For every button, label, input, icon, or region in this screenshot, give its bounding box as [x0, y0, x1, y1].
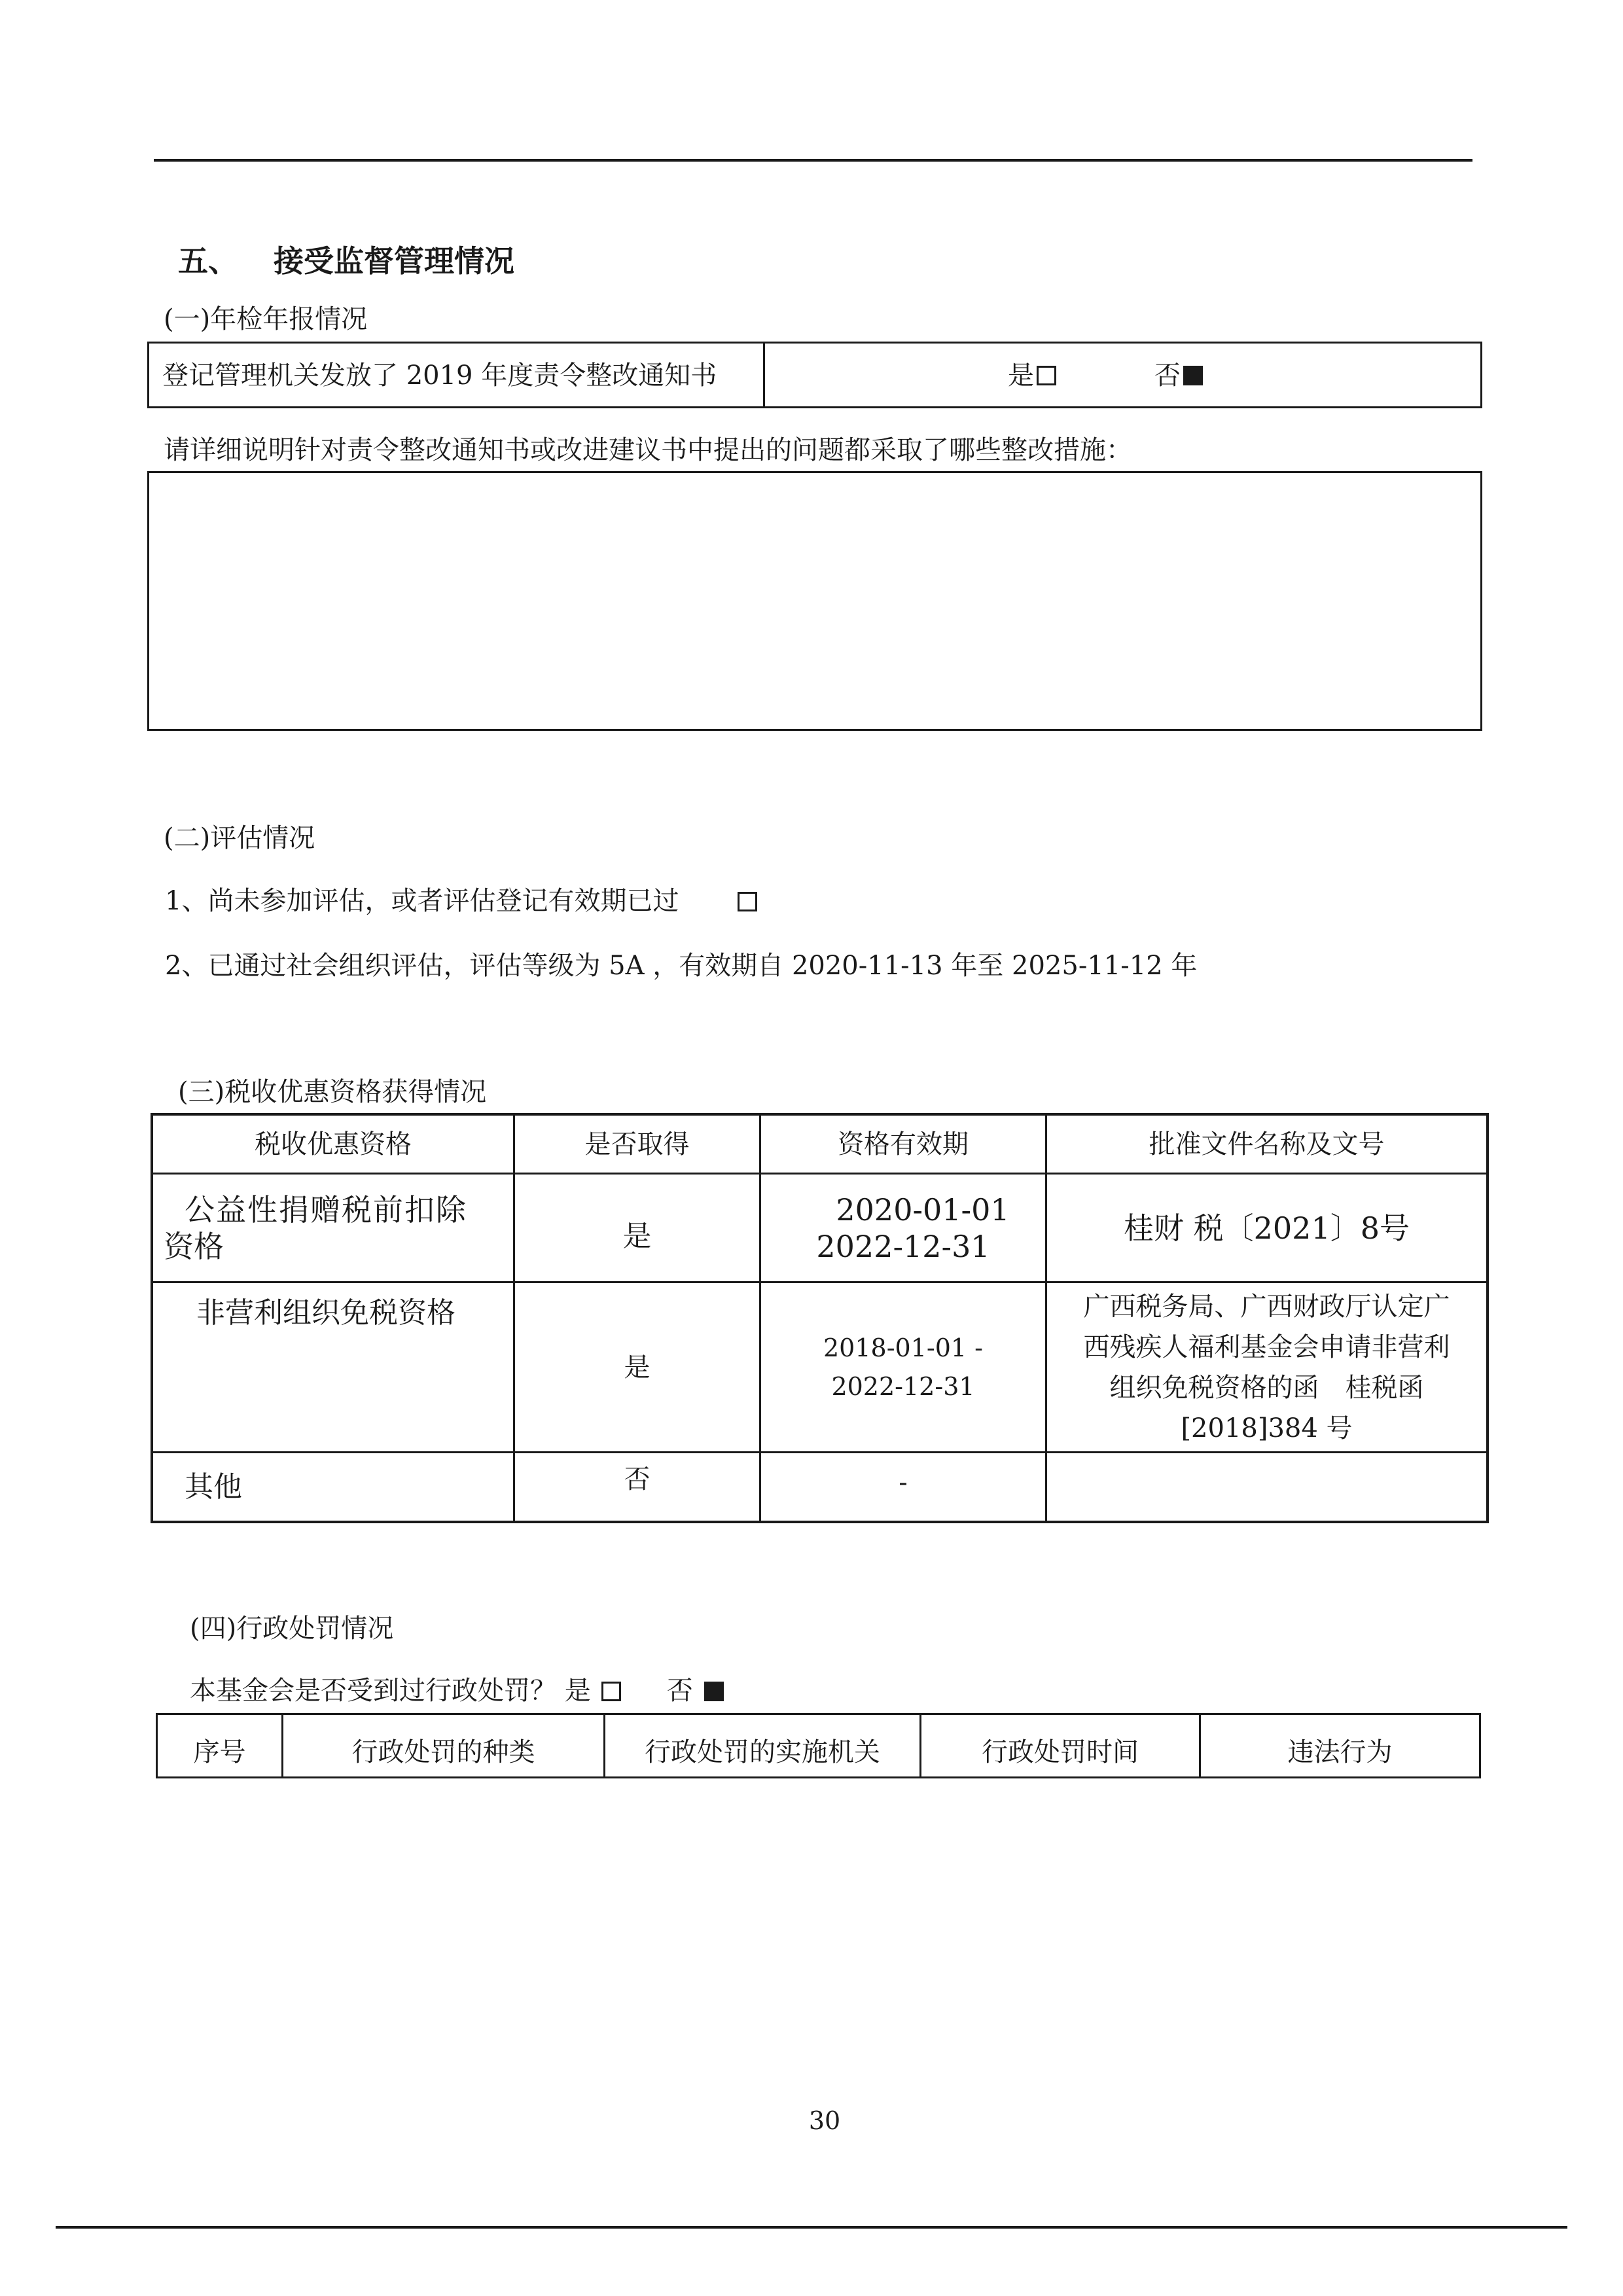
- tax-row2-document-line3: 组织免税资格的函 桂税函: [1109, 1372, 1424, 1403]
- tax-header-obtained: 是否取得: [584, 1129, 690, 1159]
- measures-prompt: 请详细说明针对责令整改通知书或改进建议书中提出的问题都采取了哪些整改措施：: [164, 435, 1132, 465]
- annual-no-label: 否: [1154, 361, 1181, 391]
- annual-notice-choice: [1008, 345, 1257, 406]
- tax-row2-name: 非营利组织免税资格: [196, 1296, 455, 1330]
- tax-row-divider-1: [151, 1173, 1489, 1174]
- penalty-header-time: 行政处罚时间: [982, 1737, 1139, 1767]
- tax-row3-name: 其他: [185, 1470, 242, 1504]
- penalty-yes-label: 是: [564, 1676, 591, 1706]
- penalty-no-checkbox[interactable]: [704, 1682, 724, 1701]
- tax-row3-document: [1047, 1453, 1486, 1521]
- penalty-question-line: [190, 1675, 724, 1706]
- tax-row2-document-line4: [2018]384 号: [1181, 1413, 1353, 1443]
- tax-heading: (三)税收优惠资格获得情况: [178, 1077, 487, 1107]
- evaluation-item1: [165, 885, 757, 917]
- tax-row3-obtained: 否: [624, 1464, 651, 1494]
- annual-notice-divider: [763, 342, 765, 408]
- tax-row1-period-to: 2022-12-31: [816, 1228, 990, 1264]
- annual-notice-question: 登记管理机关发放了 2019 年度责令整改通知书: [162, 361, 717, 391]
- penalty-header-violation: 违法行为: [1287, 1737, 1393, 1767]
- header-rule: [154, 159, 1472, 162]
- tax-header-period: 资格有效期: [838, 1129, 969, 1159]
- tax-row1-document: 桂财 税〔2021〕8号: [1124, 1210, 1410, 1246]
- penalty-question: 本基金会是否受到过行政处罚？: [190, 1676, 556, 1706]
- evaluation-grade: 5A: [609, 951, 645, 981]
- annual-no-checkbox[interactable]: [1183, 366, 1203, 385]
- tax-row1-name-line1: 公益性捐赠税前扣除: [185, 1192, 467, 1228]
- penalty-yes-checkbox[interactable]: [601, 1682, 621, 1701]
- evaluation-valid-to: 2025-11-12: [1012, 951, 1163, 981]
- page-number: 30: [808, 2106, 841, 2136]
- penalty-header-index: 序号: [193, 1737, 246, 1767]
- tax-row2-document: [1047, 1283, 1486, 1451]
- tax-row1-obtained: 是: [622, 1219, 652, 1253]
- tax-row2-period: [761, 1283, 1045, 1451]
- evaluation-item1-checkbox[interactable]: [738, 892, 757, 911]
- section-title: 接受监督管理情况: [274, 243, 514, 279]
- annual-yes-checkbox[interactable]: [1037, 366, 1056, 385]
- tax-row1-period-from: 2020-01-01: [836, 1192, 1010, 1228]
- tax-row2-document-line2: 西残疾人福利基金会申请非营利: [1083, 1332, 1450, 1362]
- footer-rule: [56, 2226, 1567, 2229]
- annual-yes-label: 是: [1008, 361, 1034, 391]
- tax-row2-period-to: 2022-12-31: [831, 1371, 975, 1401]
- evaluation-heading: (二)评估情况: [164, 823, 315, 853]
- tax-row1-name-line2: 资格: [164, 1228, 224, 1264]
- tax-header-qualification: 税收优惠资格: [255, 1129, 412, 1159]
- measures-textbox[interactable]: [147, 471, 1482, 731]
- tax-row2-obtained: 是: [624, 1352, 651, 1383]
- evaluation-item1-text: 1、尚未参加评估，或者评估登记有效期已过: [165, 886, 679, 916]
- tax-row1-name: [164, 1178, 510, 1279]
- evaluation-item2-mid: ，有效期自: [652, 951, 784, 981]
- evaluation-item2: [165, 950, 1197, 981]
- evaluation-valid-suffix: 年: [1171, 951, 1198, 981]
- penalty-header-authority: 行政处罚的实施机关: [645, 1737, 880, 1767]
- evaluation-item2-prefix: 2、已通过社会组织评估，评估等级为: [165, 951, 601, 981]
- annual-heading: (一)年检年报情况: [164, 304, 368, 334]
- penalty-header-type: 行政处罚的种类: [351, 1737, 535, 1767]
- section-number: 五、: [178, 243, 238, 279]
- tax-row1-period: [761, 1178, 1045, 1279]
- tax-row3-period: -: [899, 1468, 908, 1498]
- evaluation-valid-from: 2020-11-13: [791, 951, 943, 981]
- tax-row2-period-from: 2018-01-01 -: [823, 1333, 983, 1362]
- evaluation-valid-mid: 年至: [951, 951, 1004, 981]
- penalty-heading: (四)行政处罚情况: [190, 1614, 394, 1644]
- tax-header-document: 批准文件名称及文号: [1149, 1129, 1385, 1159]
- tax-row2-document-line1: 广西税务局、广西财政厅认定广: [1083, 1291, 1450, 1322]
- penalty-no-label: 否: [666, 1676, 693, 1706]
